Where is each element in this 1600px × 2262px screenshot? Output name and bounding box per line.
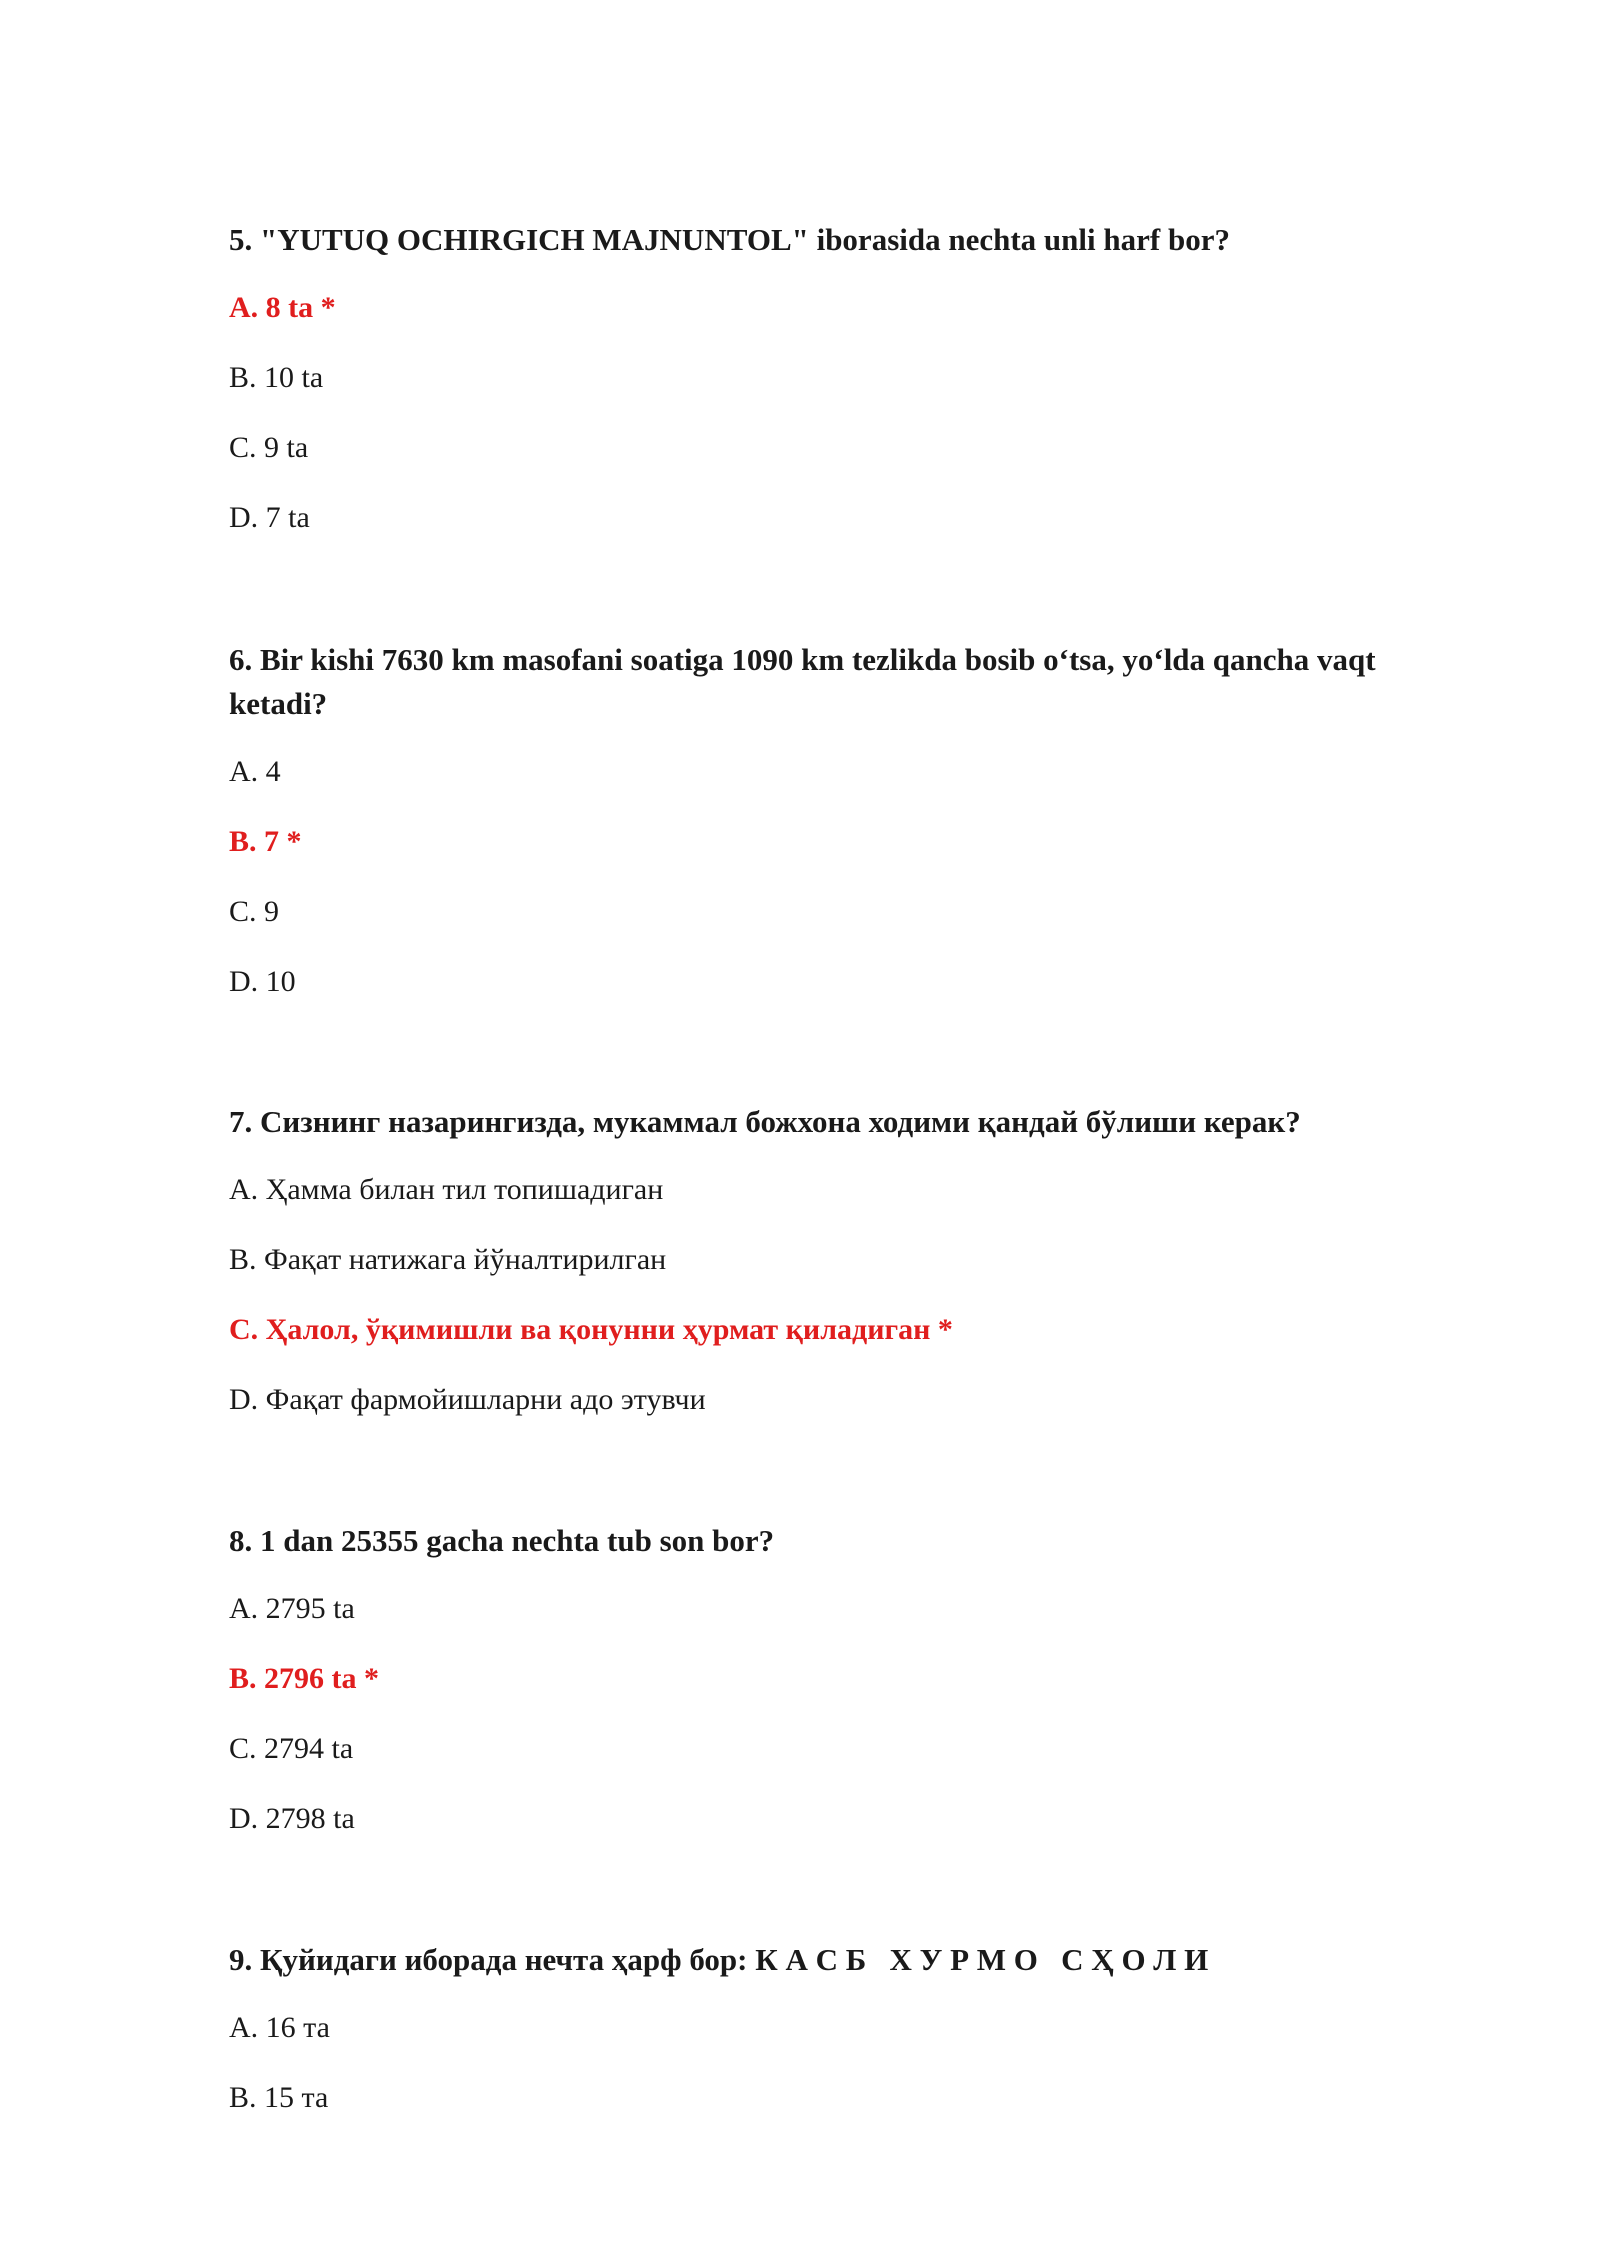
question-text: 6. Bir kishi 7630 km masofani soatiga 1090 km tezlikda bosib o‘tsa, yo‘lda qancha vaqt ketadi? xyxy=(229,642,1376,721)
question-9 xyxy=(229,1938,1444,2114)
option-a: A. Ҳамма билан тил топишадиган xyxy=(229,1173,664,1206)
option-c: C. 9 xyxy=(229,895,280,928)
question-text: 9. Қуйидаги иборада нечта ҳарф бор: К А С Б Х У Р М О С Ҳ О Л И xyxy=(229,1942,1209,1977)
option-d: D. 7 ta xyxy=(229,501,310,534)
option-a: A. 2795 ta xyxy=(229,1592,355,1625)
question-7 xyxy=(229,1100,1444,1416)
option-b: B. 10 ta xyxy=(229,361,324,394)
option-c: C. 9 ta xyxy=(229,431,309,464)
option-a: A. 4 xyxy=(229,755,281,788)
question-text: 8. 1 dan 25355 gacha nechta tub son bor? xyxy=(229,1523,775,1558)
question-text: 5. "YUTUQ OCHIRGICH MAJNUNTOL" iborasida nechta unli harf bor? xyxy=(229,222,1230,257)
option-d: D. 2798 ta xyxy=(229,1802,355,1835)
option-b: B. 15 та xyxy=(229,2081,329,2114)
option-a: A. 8 ta * xyxy=(229,291,336,324)
question-text: 7. Сизнинг назарингизда, мукаммал божхона ходими қандай бўлиши керак? xyxy=(229,1104,1301,1139)
option-b: B. 7 * xyxy=(229,825,302,858)
option-d: D. Фақат фармойишларни адо этувчи xyxy=(229,1383,706,1416)
option-b: B. 2796 ta * xyxy=(229,1662,379,1695)
question-5 xyxy=(229,218,1444,534)
option-c: C. 2794 ta xyxy=(229,1732,354,1765)
question-6 xyxy=(229,638,1444,998)
question-8 xyxy=(229,1519,1444,1835)
option-c: C. Ҳалол, ўқимишли ва қонунни ҳурмат қиладиган * xyxy=(229,1313,953,1346)
option-b: B. Фақат натижага йўналтирилган xyxy=(229,1243,667,1276)
option-d: D. 10 xyxy=(229,965,296,998)
option-a: A. 16 та xyxy=(229,2011,330,2044)
